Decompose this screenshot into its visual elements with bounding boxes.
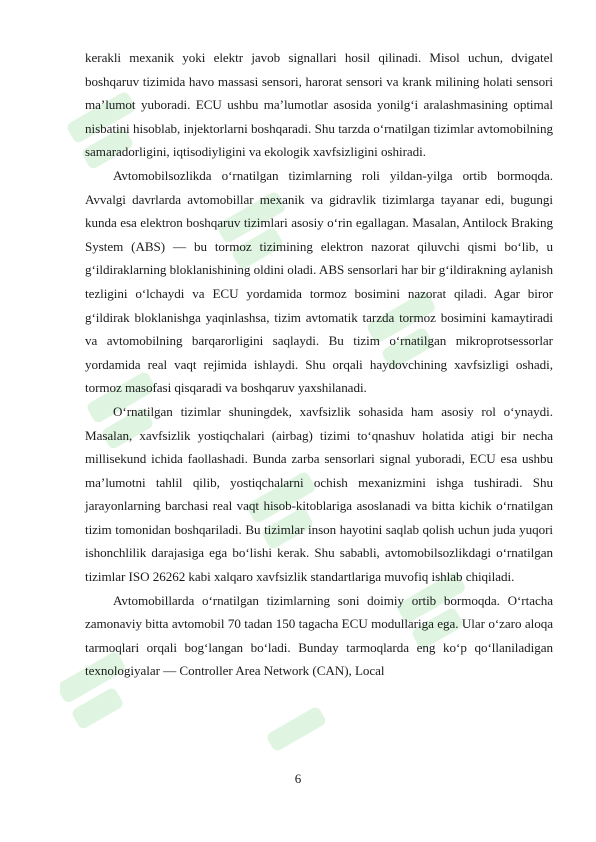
paragraph-abs: Avtomobilsozlikda o‘rnatilgan tizimlarning roli yildan-yilga ortib bormoqda. Avvalgi davrlarda avtomobillar mexanik va gidravlik tizimlarga tayanar edi, bugungi kunda esa elektron boshqaruv tizimlari asosiy o‘rin egallagan. Masalan, Antilock Braking System (ABS) — bu tormoz tizimining elektron nazorat qiluvchi qismi bo‘lib, u g‘ildiraklarning bloklanishining oldini oladi. ABS sensorlari har bir g‘ildirakning aylanish tezligini o‘lchaydi va ECU yordamida tormoz bosimini nazorat qiladi. Agar biror g‘ildirak bloklanishga yaqinlashsa, tizim avtomatik tarzda tormoz bosimini kamaytiradi va avtomobilning barqarorligini saqlaydi. Bu tizim o‘rnatilgan mikroprotsessorlar yordamida real vaqt rejimida ishlaydi. Shu orqali haydovchining xavfsizligi oshadi, tormoz masofasi qisqaradi va boshqaruv yaxshilanadi.	[85, 167, 553, 396]
body-text	[85, 46, 553, 683]
paragraph-continuation: kerakli mexanik yoki elektr javob signallari hosil qilinadi. Misol uchun, dvigatel boshqaruv tizimida havo massasi sensori, harorat sensori va krank milining holati sensori ma’lumot yuboradi. ECU ushbu ma’lumotlar asosida yonilg‘i aralashmasining optimal nisbatini hisoblab, injektorlarni boshqaradi. Shu tarzda o‘rnatilgan tizimlar avtomobilning samaradorligini, iqtisodiyligini va ekologik xavfsizligini oshiradi.	[85, 50, 553, 160]
paragraph-ecu-network: Avtomobillarda o‘rnatilgan tizimlarning soni doimiy ortib bormoqda. O‘rtacha zamonaviy bitta avtomobil 70 tadan 150 tagacha ECU modullariga ega. Ular o‘zaro aloqa tarmoqlari orqali bog‘langan bo‘ladi. Bunday tarmoqlarda eng ko‘p qo‘llaniladigan texnologiyalar — Controller Area Network (CAN), Local	[85, 592, 553, 679]
paragraph-airbag: O‘rnatilgan tizimlar shuningdek, xavfsizlik sohasida ham asosiy rol o‘ynaydi. Masalan, xavfsizlik yostiqchalari (airbag) tizimi to‘qnashuv holatida atigi bir necha millisekund ichida faollashadi. Bunda zarba sensorlari signal yuboradi, ECU esa ushbu ma’lumotni tahlil qilib, yostiqchalarni ochish mexanizmini ishga tushiradi. Shu jarayonlarning barchasi real vaqt hisob-kitoblariga asoslanadi va bitta kichik o‘rnatilgan tizim tomonidan boshqariladi. Bu tizimlar inson hayotini saqlab qolish uchun juda yuqori ishonchlilik darajasiga ega bo‘lishi kerak. Shu sababli, avtomobilsozlikdagi o‘rnatilgan tizimlar ISO 26262 kabi xalqaro xavfsizlik standartlariga muvofiq ishlab chiqiladi.	[85, 403, 553, 585]
page-number: 6	[294, 771, 302, 786]
